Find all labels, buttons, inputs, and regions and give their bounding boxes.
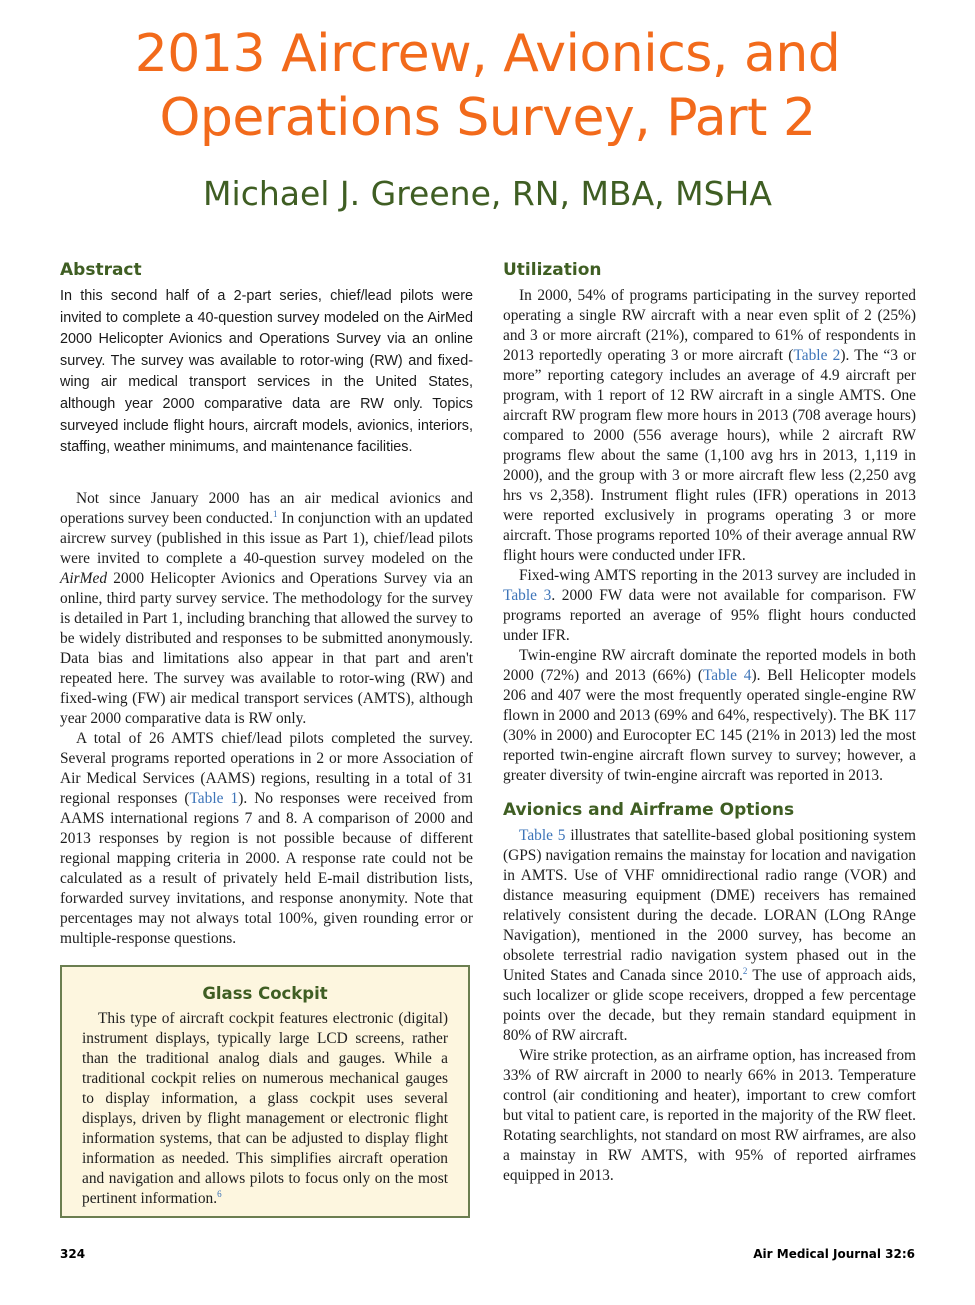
avionics-paragraph-1 <box>503 826 916 1046</box>
text-run: ). Bell Helicopter models 206 and 407 were the most frequently operated single-engine RW flown in 2000 and 2013 (69% and 64%, respectively). The BK 117 (30% in 2000) and Eurocopter EC 145 (21% in 2013) led the most reported twin-engine aircraft flown survey to survey; however, a greater diversity of twin-engine aircraft was reported in 2013. <box>503 667 916 784</box>
text-run: Fixed-wing AMTS reporting in the 2013 survey are included in <box>519 567 916 584</box>
text-run: ). No responses were received from AAMS international regions 7 and 8. A comparison of 2000 and 2013 responses by region is not possible because of different regional mapping criteria in 2000. A response rate could not be calculated as a result of privately held E-mail distribution lists, forwarded survey invitations, and response anonymity. Note that percentages may not always total 100%, given rounding error or multiple-response questions. <box>60 789 473 947</box>
table-5-link[interactable]: Table 5 <box>519 827 566 844</box>
text-run: This type of aircraft cockpit features electronic (digital) instrument displays, typically large LCD screens, rather than the traditional analog dials and gauges. While a traditional cockpit relies on numerous mechanical gauges to display information, a glass cockpit uses several displays, driven by flight management or electronic flight information systems, that can be adjusted to display flight information as needed. This simplifies aircraft operation and navigation and allows pilots to focus only on the most pertinent information. <box>82 1010 448 1207</box>
text-run: Twin-engine RW aircraft dominate the reported models in both 2000 (72%) and 2013 (66%) ( <box>503 647 916 684</box>
glass-cockpit-sidebar <box>60 965 470 1218</box>
page-number: 324 <box>60 1247 86 1261</box>
text-run: In conjunction with an updated aircrew survey (published in this issue as Part 1), chief/lead pilots were invited to complete a 40-question survey modeled on the <box>60 509 473 567</box>
avionics-body <box>503 826 916 1186</box>
utilization-paragraph-3 <box>503 646 916 786</box>
left-column <box>60 258 473 949</box>
text-run: In 2000, 54% of programs participating in the survey reported operating a single RW aircraft with a near even split of 2 (25%) and 3 or more aircraft (21%), compared to 61% of respondents in 2013 reportedly operating 3 or more aircraft ( <box>503 287 916 364</box>
intro-body <box>60 489 473 949</box>
table-1-link[interactable]: Table 1 <box>189 789 239 807</box>
text-run: Not since January 2000 has an air medical avionics and operations survey been conducted. <box>60 489 473 527</box>
intro-paragraph-1 <box>60 489 473 729</box>
table-4-link[interactable]: Table 4 <box>702 667 752 684</box>
text-run: illustrates that satellite-based global positioning system (GPS) navigation remains the mainstay for location and navigation in AMTS. Use of VHF omnidirectional radio range (VOR) and distance measuring equipment (DME) receivers has remained relatively consistent during the decade. LORAN (LOng RAnge Navigation), mentioned in the 2000 survey, has become an obsolete terrestrial radio navigation system phased out in the United States and Canada since 2010. <box>503 827 916 984</box>
author-byline: Michael J. Greene, RN, MBA, MSHA <box>203 174 772 213</box>
utilization-heading: Utilization <box>503 260 602 280</box>
title-line-2: Operations Survey, Part 2 <box>159 88 816 148</box>
avionics-paragraph-2: Wire strike protection, as an airframe option, has increased from 33% of RW aircraft in 2000 to nearly 66% in 2013. Temperature control (air conditioning and heater), important to crew comfort but vital to patient care, is reported in the majority of the RW fleet. Rotating searchlights, not standard on most RW airframes, are also a mainstay in RW AMTS, with 95% of reported airframes equipped in 2013. <box>503 1047 916 1184</box>
intro-paragraph-2 <box>60 729 473 949</box>
utilization-paragraph-1 <box>503 286 916 566</box>
abstract-heading: Abstract <box>60 260 142 280</box>
abstract-text: In this second half of a 2-part series, chief/lead pilots were invited to complete a 40-question survey modeled on the AirMed 2000 Helicopter Avionics and Operations Survey via an online survey. The survey was available to rotor-wing (RW) and fixed-wing air medical transport services in the United States, although year 2000 comparative data are RW only. Topics surveyed include flight hours, aircraft models, avionics, interiors, staffing, weather minimums, and maintenance facilities. <box>60 288 473 456</box>
utilization-paragraph-2 <box>503 566 916 646</box>
reference-1[interactable]: 1 <box>272 508 278 519</box>
text-run: The use of approach aids, such localizer or glide scope receivers, dropped a few percentage points over the decade, but they remain standard equipment in 80% of RW aircraft. <box>503 967 916 1044</box>
avionics-heading: Avionics and Airframe Options <box>503 800 795 820</box>
title-line-1: 2013 Aircrew, Avionics, and <box>134 24 841 84</box>
utilization-body <box>503 286 916 786</box>
text-run: . 2000 FW data were not available for comparison. FW programs reported an average of 95% flight hours conducted under IFR. <box>503 587 916 644</box>
right-column <box>503 258 916 1186</box>
text-run: 2000 Helicopter Avionics and Operations Survey via an online, third party survey service. The methodology for the survey is detailed in Part 1, including branching that allowed the survey to be widely distributed and responses to be submitted anonymously. Data bias and limitations also appear in that part and aren't repeated here. The survey was available to rotor-wing (RW) and fixed-wing (FW) air medical transport services (AMTS), although year 2000 comparative data is RW only. <box>60 569 473 727</box>
sidebar-text <box>82 1009 448 1209</box>
text-run: A total of 26 AMTS chief/lead pilots completed the survey. Several programs reported operations in 2 or more Association of Air Medical Services (AAMS) regions, resulting in a total of 31 regional responses ( <box>60 729 473 807</box>
reference-6[interactable]: 6 <box>217 1188 222 1199</box>
text-run: ). The “3 or more” reporting category includes an average of 4.9 aircraft per program, with 1 report of 12 RW aircraft in a single AMTS. One aircraft RW program flew more hours in 2013 (708 average hours) compared to 2000 (556 average hours), while 2 aircraft RW programs flew about the same (1,100 avg hrs in 2013, 1,119 in 2000), and the group with 3 or more aircraft flew less (2,250 avg hrs vs 2,358). Instrument flight rules (IFR) operations in 2013 were reported exclusively in programs operating 3 or more aircraft. Those programs reported 10% of their average annual RW flight hours were conducted under IFR. <box>503 347 916 564</box>
reference-2[interactable]: 2 <box>742 965 748 976</box>
journal-name: AirMed <box>60 569 108 587</box>
article-title <box>0 22 975 150</box>
sidebar-heading: Glass Cockpit <box>202 984 328 1003</box>
table-3-link[interactable]: Table 3 <box>503 587 552 604</box>
journal-citation: Air Medical Journal 32:6 <box>753 1247 915 1261</box>
table-2-link[interactable]: Table 2 <box>793 347 841 364</box>
